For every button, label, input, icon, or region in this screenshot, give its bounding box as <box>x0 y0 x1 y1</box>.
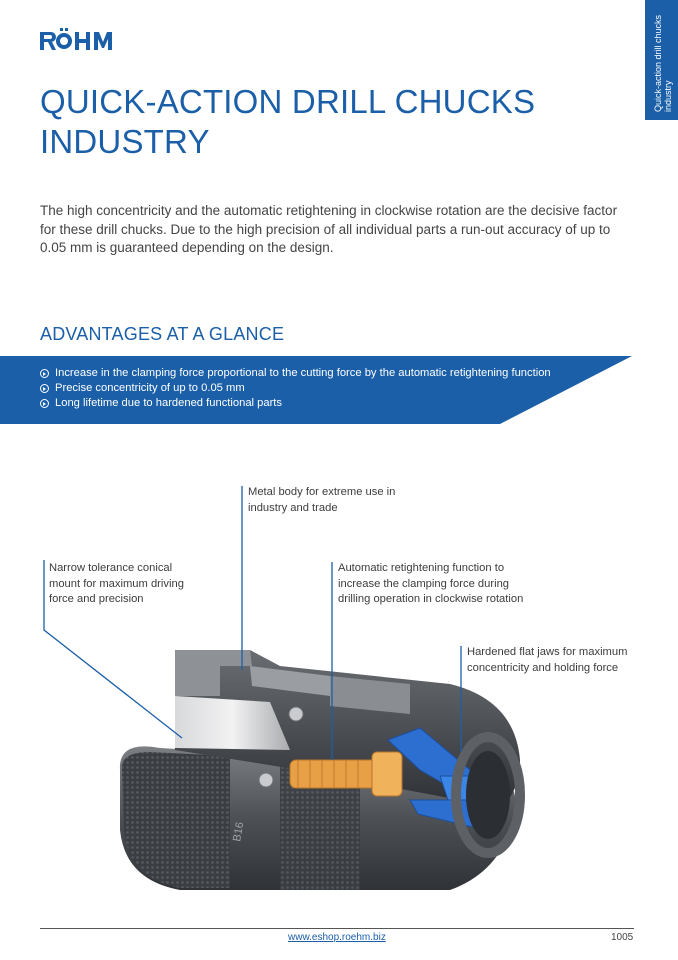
intro-paragraph: The high concentricity and the automatic retightening in clockwise rotation are the decisive factor for these drill chucks. Due to the high precision of all individual parts a run-out accuracy of up to 0.05 mm is guaranteed depending on the design. <box>40 203 618 255</box>
callout-metal-body: Metal body for extreme use in industry and trade <box>248 486 396 514</box>
page-title: QUICK-ACTION DRILL CHUCKS INDUSTRY <box>40 83 536 160</box>
callout-flat-jaws: Hardened flat jaws for maximum concentricity and holding force <box>467 646 628 674</box>
side-tab-label: Quick-action drill chucks industry <box>653 14 673 112</box>
callout-retightening: Automatic retightening function to increase the clamping force during drilling operation in clockwise rotation <box>338 562 524 605</box>
footer-divider <box>40 928 634 929</box>
callout-conical-mount: Narrow tolerance conical mount for maximum driving force and precision <box>49 562 184 605</box>
advantage-text: Precise concentricity of up to 0.05 mm <box>55 382 245 394</box>
svg-text:B16: B16 <box>231 821 247 843</box>
advantage-text: Increase in the clamping force proportional to the cutting force by the automatic retightening function <box>55 367 551 379</box>
page-number: 1005 <box>611 932 634 943</box>
advantages-heading: ADVANTAGES AT A GLANCE <box>40 324 285 344</box>
eshop-link[interactable]: www.eshop.roehm.biz <box>288 932 386 943</box>
advantage-text: Long lifetime due to hardened functional parts <box>55 397 283 409</box>
